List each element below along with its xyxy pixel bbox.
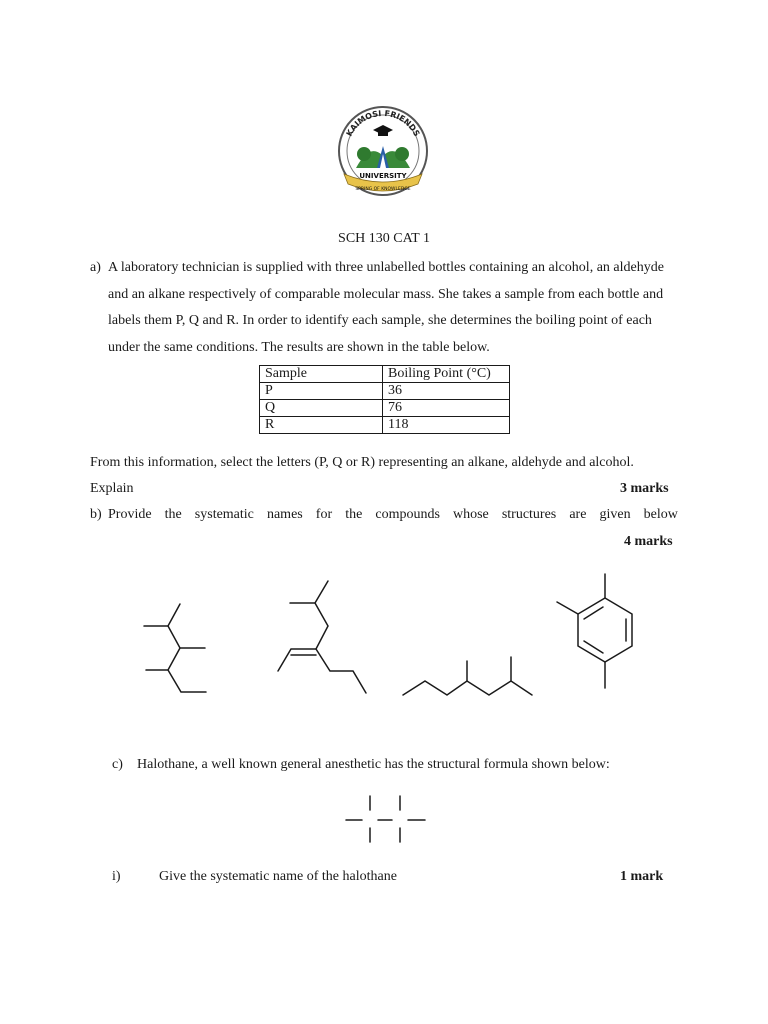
table-row	[260, 417, 510, 434]
question-b-label: b)	[90, 507, 102, 522]
table-cell: 36	[383, 383, 510, 400]
structure-3	[403, 657, 532, 695]
halothane-structure	[330, 790, 440, 850]
structure-4	[557, 574, 632, 688]
word: for	[315, 507, 333, 522]
word: systematic	[194, 507, 254, 522]
word: are	[569, 507, 587, 522]
table-cell: R	[260, 417, 383, 434]
word: Provide	[108, 507, 152, 522]
logo-bottom-text: UNIVERSITY	[359, 172, 407, 180]
question-c-i-marks: 1 mark	[620, 869, 664, 884]
table-cell: Q	[260, 400, 383, 417]
page-title: SCH 130 CAT 1	[338, 231, 430, 246]
table-cell: P	[260, 383, 383, 400]
table-header: Boiling Point (°C)	[383, 366, 510, 383]
question-a-followup: From this information, select the letters (P, Q or R) representing an alkane, aldehyde and alcohol.	[90, 455, 634, 470]
question-b-text	[108, 507, 678, 523]
table-row	[260, 400, 510, 417]
table-cell: 118	[383, 417, 510, 434]
logo-top-text: KAIMOSI FRIENDS	[344, 108, 422, 138]
word: the	[345, 507, 363, 522]
question-c-i-label: i)	[112, 869, 121, 884]
logo-motto: SPRING OF KNOWLEDGE	[355, 187, 411, 192]
boiling-point-table	[259, 365, 510, 434]
word: names	[266, 507, 303, 522]
question-a-label: a)	[90, 260, 101, 275]
table-row	[260, 383, 510, 400]
table-cell: 76	[383, 400, 510, 417]
table-header-row	[260, 366, 510, 383]
structure-2	[278, 581, 366, 693]
word: the	[164, 507, 182, 522]
structure-1	[144, 604, 206, 692]
word: whose	[452, 507, 489, 522]
question-a-explain: Explain	[90, 481, 134, 496]
question-a-line: A laboratory technician is supplied with three unlabelled bottles containing an alcohol, an aldehyde	[108, 260, 664, 275]
question-a-line: labels them P, Q and R. In order to identify each sample, she determines the boiling point of each	[108, 313, 652, 328]
question-c-text: Halothane, a well known general anesthetic has the structural formula shown below:	[137, 757, 610, 772]
word: given	[599, 507, 631, 522]
university-logo	[330, 98, 436, 204]
word: compounds	[375, 507, 440, 522]
question-a-line: under the same conditions. The results are shown in the table below.	[108, 339, 490, 355]
word: below	[643, 507, 678, 522]
skeletal-structures	[0, 560, 768, 720]
question-c-label: c)	[112, 757, 123, 772]
question-c-i-text: Give the systematic name of the halothane	[159, 869, 397, 884]
question-a-text	[108, 255, 678, 361]
word: structures	[501, 507, 557, 522]
question-a-line: and an alkane respectively of comparable molecular mass. She takes a sample from each bottle and	[108, 286, 664, 302]
question-b-marks: 4 marks	[624, 534, 673, 549]
table-header: Sample	[260, 366, 383, 383]
question-a-marks: 3 marks	[620, 481, 669, 496]
